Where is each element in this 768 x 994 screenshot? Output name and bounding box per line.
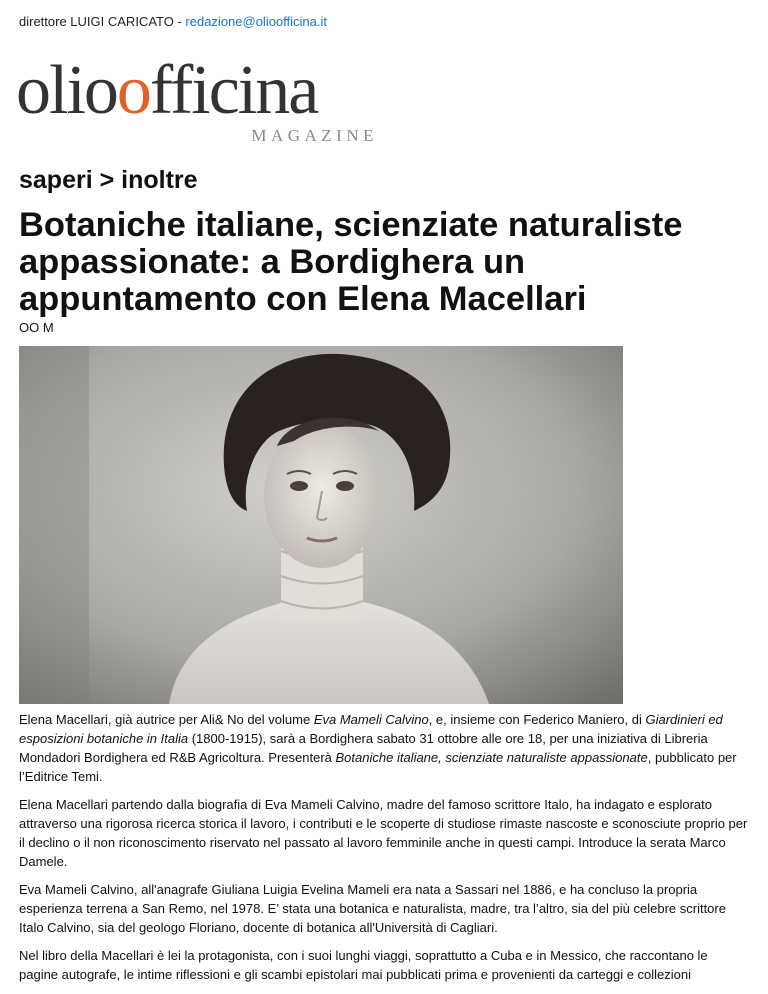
logo-magazine-label: MAGAZINE — [251, 126, 378, 145]
article-body — [19, 710, 749, 993]
email-link[interactable]: redazione@olioofficina.it — [185, 14, 328, 29]
article-author: OO M — [19, 320, 54, 335]
logo-part-accent: o — [116, 52, 150, 129]
breadcrumb-subsection-link[interactable]: inoltre — [121, 166, 198, 194]
portrait-image — [19, 346, 623, 704]
paragraph-text: , e, insieme con Federico Maniero, di — [428, 712, 646, 727]
article-title: Botaniche italiane, scienziate naturaliste appassionate: a Bordighera un appuntamento con Elena Macellari — [19, 206, 683, 318]
director-credit: direttore LUIGI CARICATO - — [19, 14, 186, 29]
paragraph-text: , pubblicato per l’Editrice Temi. — [19, 750, 737, 784]
masthead-credits — [19, 14, 327, 29]
book-title-botaniche-italiane: Botaniche italiane, scienziate naturaliste appassionate — [335, 750, 648, 765]
article-paragraph-1 — [19, 710, 749, 786]
logo-wordmark — [16, 52, 396, 129]
paragraph-text: Elena Macellari, già autrice per Ali& No del volume — [19, 712, 314, 727]
breadcrumb-separator: > — [92, 166, 122, 194]
site-logo[interactable] — [16, 52, 396, 152]
breadcrumb — [19, 166, 198, 195]
article-paragraph-2: Elena Macellari partendo dalla biografia di Eva Mameli Calvino, madre del famoso scrittore Italo, ha indagato e esplorato attraverso una rigorosa ricerca storica il lavoro, i contributi e le scoperte di studiose rimaste nascoste e sconosciute proprio per il declino o il non riconoscimento riservato nel passato al lavoro femminile anche in questi campi. Introduce la serata Marco Damele. — [19, 797, 748, 869]
article-paragraph-4: Nel libro della Macellari è lei la protagonista, con i suoi lunghi viaggi, soprattutto a Cuba e in Messico, che raccontano le pagine autografe, le intime riflessioni e gli scambi epistolari mai pubblicati prima e provenienti da carteggi e collezioni — [19, 948, 708, 982]
article-photo — [19, 346, 623, 704]
logo-part-fficina: fficina — [149, 52, 318, 129]
breadcrumb-section-link[interactable]: saperi — [19, 166, 93, 194]
article-paragraph-3: Eva Mameli Calvino, all'anagrafe Giuliana Luigia Evelina Mameli era nata a Sassari nel 1886, e ha concluso la propria esperienza terrena a San Remo, nel 1978. E’ stata una botanica e naturalista, madre, tra l’altro, sia del più celebre scrittore Italo Calvino, sia del geologo Floriano, docente di botanica all'Università di Cagliari. — [19, 882, 726, 935]
paragraph-text: (1800-1915), sarà a Bordighera sabato 31 ottobre alle ore 18, per una iniziativa di Libreria Mondadori Bordighera ed R&B Agricoltura. Presenterà — [19, 731, 708, 765]
logo-part-olio: olio — [16, 52, 117, 129]
book-title-giardinieri: Giardinieri ed esposizioni botaniche in Italia — [19, 712, 723, 746]
book-title-eva-mameli-calvino: Eva Mameli Calvino — [313, 712, 429, 727]
